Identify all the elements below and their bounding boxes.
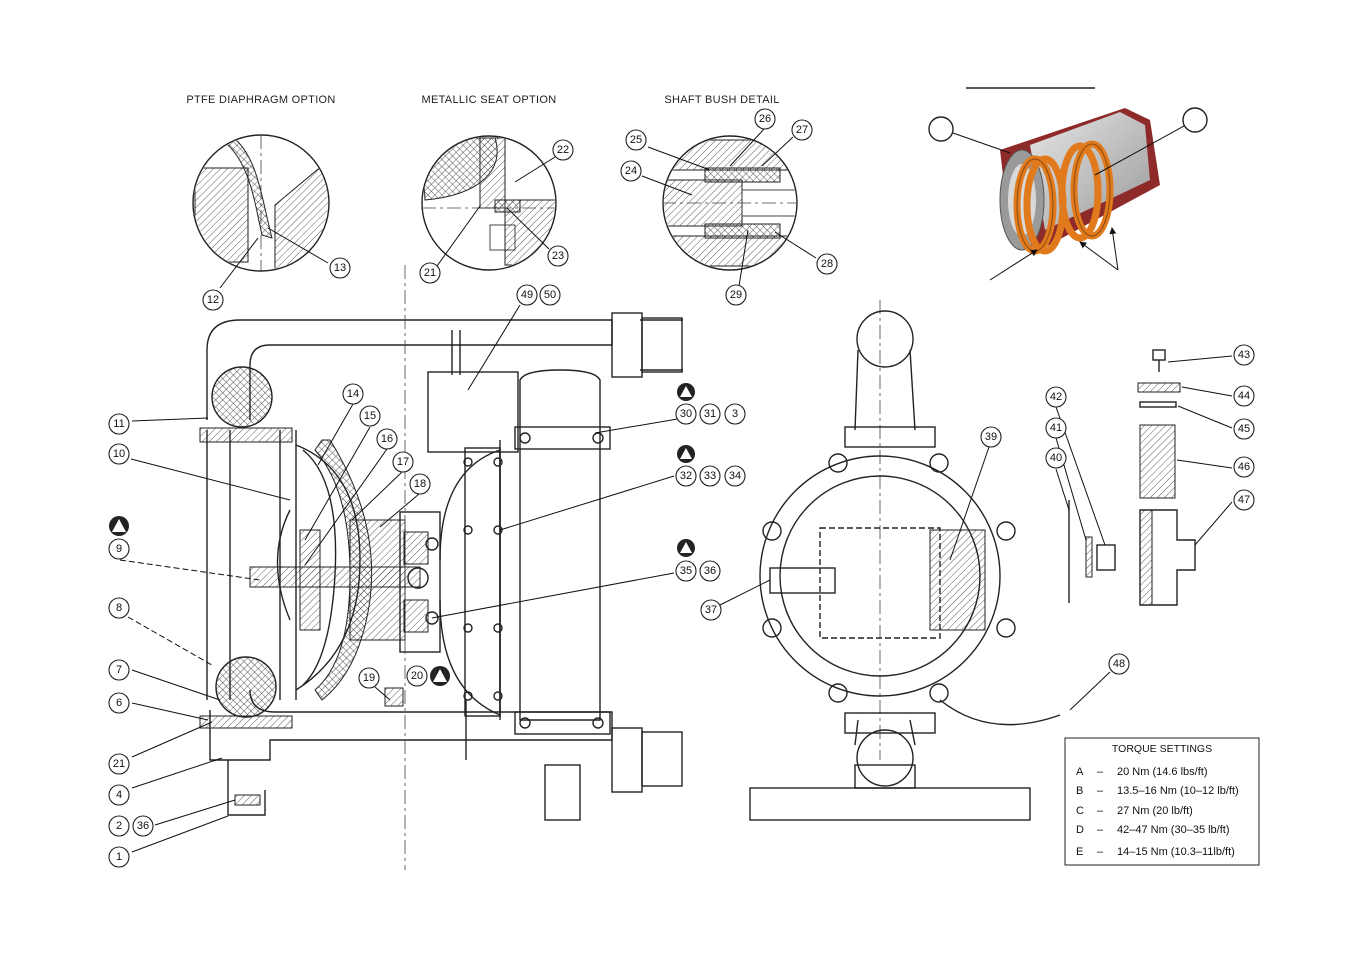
main-section-view <box>200 265 683 870</box>
svg-text:13: 13 <box>333 262 347 274</box>
svg-text:33: 33 <box>703 470 717 482</box>
svg-text:6: 6 <box>115 697 123 709</box>
balloon-6 <box>109 693 129 713</box>
balloon-3 <box>725 404 745 424</box>
balloon-2 <box>109 816 129 836</box>
balloon-27 <box>792 120 812 140</box>
svg-text:41: 41 <box>1049 422 1063 434</box>
svg-text:40: 40 <box>1049 452 1063 464</box>
balloon-36 <box>700 561 720 581</box>
balloon-16 <box>377 429 397 449</box>
warning-triangle-icon <box>430 666 450 686</box>
svg-text:9: 9 <box>115 543 123 555</box>
svg-text:29: 29 <box>729 289 743 301</box>
svg-text:15: 15 <box>363 410 377 422</box>
balloon-35 <box>676 561 696 581</box>
balloon-34 <box>725 466 745 486</box>
torque-row-key: C <box>1076 805 1084 817</box>
balloon-10 <box>109 444 129 464</box>
balloon-47 <box>1234 490 1254 510</box>
svg-text:43: 43 <box>1237 349 1251 361</box>
balloon-25 <box>626 130 646 150</box>
svg-text:39: 39 <box>984 431 998 443</box>
svg-text:31: 31 <box>703 408 717 420</box>
svg-text:7: 7 <box>115 664 123 676</box>
warning-triangle-icon <box>109 516 129 536</box>
svg-text:18: 18 <box>413 478 427 490</box>
svg-text:27: 27 <box>795 124 809 136</box>
ptfe-detail-title: PTFE DIAPHRAGM OPTION <box>186 94 336 106</box>
torque-settings-table <box>1065 738 1259 865</box>
balloon-44 <box>1234 386 1254 406</box>
svg-text:32: 32 <box>679 470 693 482</box>
balloon-41 <box>1046 418 1066 438</box>
svg-text:42: 42 <box>1049 391 1063 403</box>
svg-text:46: 46 <box>1237 461 1251 473</box>
balloon-8 <box>109 598 129 618</box>
svg-text:23: 23 <box>551 250 565 262</box>
svg-text:30: 30 <box>679 408 693 420</box>
shaft-detail-title: SHAFT BUSH DETAIL <box>664 94 780 106</box>
balloon-37 <box>701 600 721 620</box>
torque-row-dash: – <box>1097 805 1104 817</box>
torque-row-dash: – <box>1097 766 1104 778</box>
svg-text:47: 47 <box>1237 494 1251 506</box>
svg-text:3: 3 <box>731 408 739 420</box>
side-view <box>750 300 1063 820</box>
svg-text:17: 17 <box>396 456 410 468</box>
warning-triangle-icon <box>677 383 695 401</box>
torque-row-dash: – <box>1097 824 1104 836</box>
svg-text:21: 21 <box>423 267 437 279</box>
balloon-14 <box>343 384 363 404</box>
svg-text:20: 20 <box>410 670 424 682</box>
svg-text:28: 28 <box>820 258 834 270</box>
svg-text:50: 50 <box>543 289 557 301</box>
svg-text:45: 45 <box>1237 423 1251 435</box>
svg-text:4: 4 <box>115 789 123 801</box>
balloon-26 <box>755 109 775 129</box>
balloon-36 <box>133 816 153 836</box>
balloon-45 <box>1234 419 1254 439</box>
svg-text:11: 11 <box>113 418 125 430</box>
balloon-43 <box>1234 345 1254 365</box>
balloon-19 <box>359 668 379 688</box>
torque-row-dash: – <box>1097 846 1104 858</box>
svg-text:26: 26 <box>758 113 772 125</box>
svg-text:25: 25 <box>629 134 643 146</box>
balloon-9 <box>109 539 129 559</box>
metallic-seat-detail <box>422 136 565 270</box>
shaft-bush-detail <box>662 136 802 270</box>
balloon-20 <box>407 666 427 686</box>
exploded-parts <box>1069 350 1195 605</box>
balloon-29 <box>726 285 746 305</box>
svg-text:34: 34 <box>728 470 742 482</box>
balloon-49 <box>517 285 537 305</box>
svg-text:16: 16 <box>380 433 394 445</box>
balloon-31 <box>700 404 720 424</box>
balloon-17 <box>393 452 413 472</box>
svg-text:44: 44 <box>1237 390 1251 402</box>
balloon-13 <box>330 258 350 278</box>
torque-row-value: 27 Nm (20 lb/ft) <box>1117 805 1193 817</box>
svg-text:21: 21 <box>112 758 126 770</box>
torque-row-key: D <box>1076 824 1084 836</box>
torque-row-dash: – <box>1097 785 1104 797</box>
balloon-15 <box>360 406 380 426</box>
svg-text:36: 36 <box>136 820 150 832</box>
svg-text:22: 22 <box>556 144 570 156</box>
svg-text:10: 10 <box>112 448 126 460</box>
svg-text:49: 49 <box>520 289 534 301</box>
torque-row-value: 13.5–16 Nm (10–12 lb/ft) <box>1117 785 1239 797</box>
balloon-42 <box>1046 387 1066 407</box>
svg-text:36: 36 <box>703 565 717 577</box>
balloon-21 <box>109 754 129 774</box>
svg-text:24: 24 <box>624 165 638 177</box>
metallic-detail-title: METALLIC SEAT OPTION <box>421 94 557 106</box>
balloon-48 <box>1109 654 1129 674</box>
balloon-7 <box>109 660 129 680</box>
balloon-46 <box>1234 457 1254 477</box>
balloon-1 <box>109 847 129 867</box>
balloon-28 <box>817 254 837 274</box>
svg-text:12: 12 <box>206 294 220 306</box>
balloon-4 <box>109 785 129 805</box>
warning-triangle-icon <box>677 539 695 557</box>
balloon-18 <box>410 474 430 494</box>
svg-text:35: 35 <box>679 565 693 577</box>
balloon-40 <box>1046 448 1066 468</box>
svg-text:37: 37 <box>704 604 718 616</box>
svg-text:1: 1 <box>115 851 123 863</box>
warning-triangle-icon <box>677 445 695 463</box>
balloon-23 <box>548 246 568 266</box>
svg-text:14: 14 <box>346 388 360 400</box>
balloon-11 <box>109 414 129 434</box>
shaft-bush-3d-view <box>929 108 1207 280</box>
torque-table-title: TORQUE SETTINGS <box>1111 743 1213 755</box>
torque-row-value: 20 Nm (14.6 lbs/ft) <box>1117 766 1208 778</box>
torque-row-value: 42–47 Nm (30–35 lb/ft) <box>1117 824 1230 836</box>
balloon-33 <box>700 466 720 486</box>
torque-row-key: E <box>1076 846 1084 858</box>
balloon-30 <box>676 404 696 424</box>
balloon-39 <box>981 427 1001 447</box>
torque-row-key: B <box>1076 785 1084 797</box>
torque-row-value: 14–15 Nm (10.3–11lb/ft) <box>1117 846 1235 858</box>
balloon-50 <box>540 285 560 305</box>
svg-text:2: 2 <box>115 820 123 832</box>
balloon-32 <box>676 466 696 486</box>
svg-text:19: 19 <box>362 672 376 684</box>
torque-row-key: A <box>1076 766 1084 778</box>
balloon-24 <box>621 161 641 181</box>
balloon-22 <box>553 140 573 160</box>
balloon-21 <box>420 263 440 283</box>
balloon-12 <box>203 290 223 310</box>
svg-text:8: 8 <box>115 602 123 614</box>
svg-text:48: 48 <box>1112 658 1126 670</box>
